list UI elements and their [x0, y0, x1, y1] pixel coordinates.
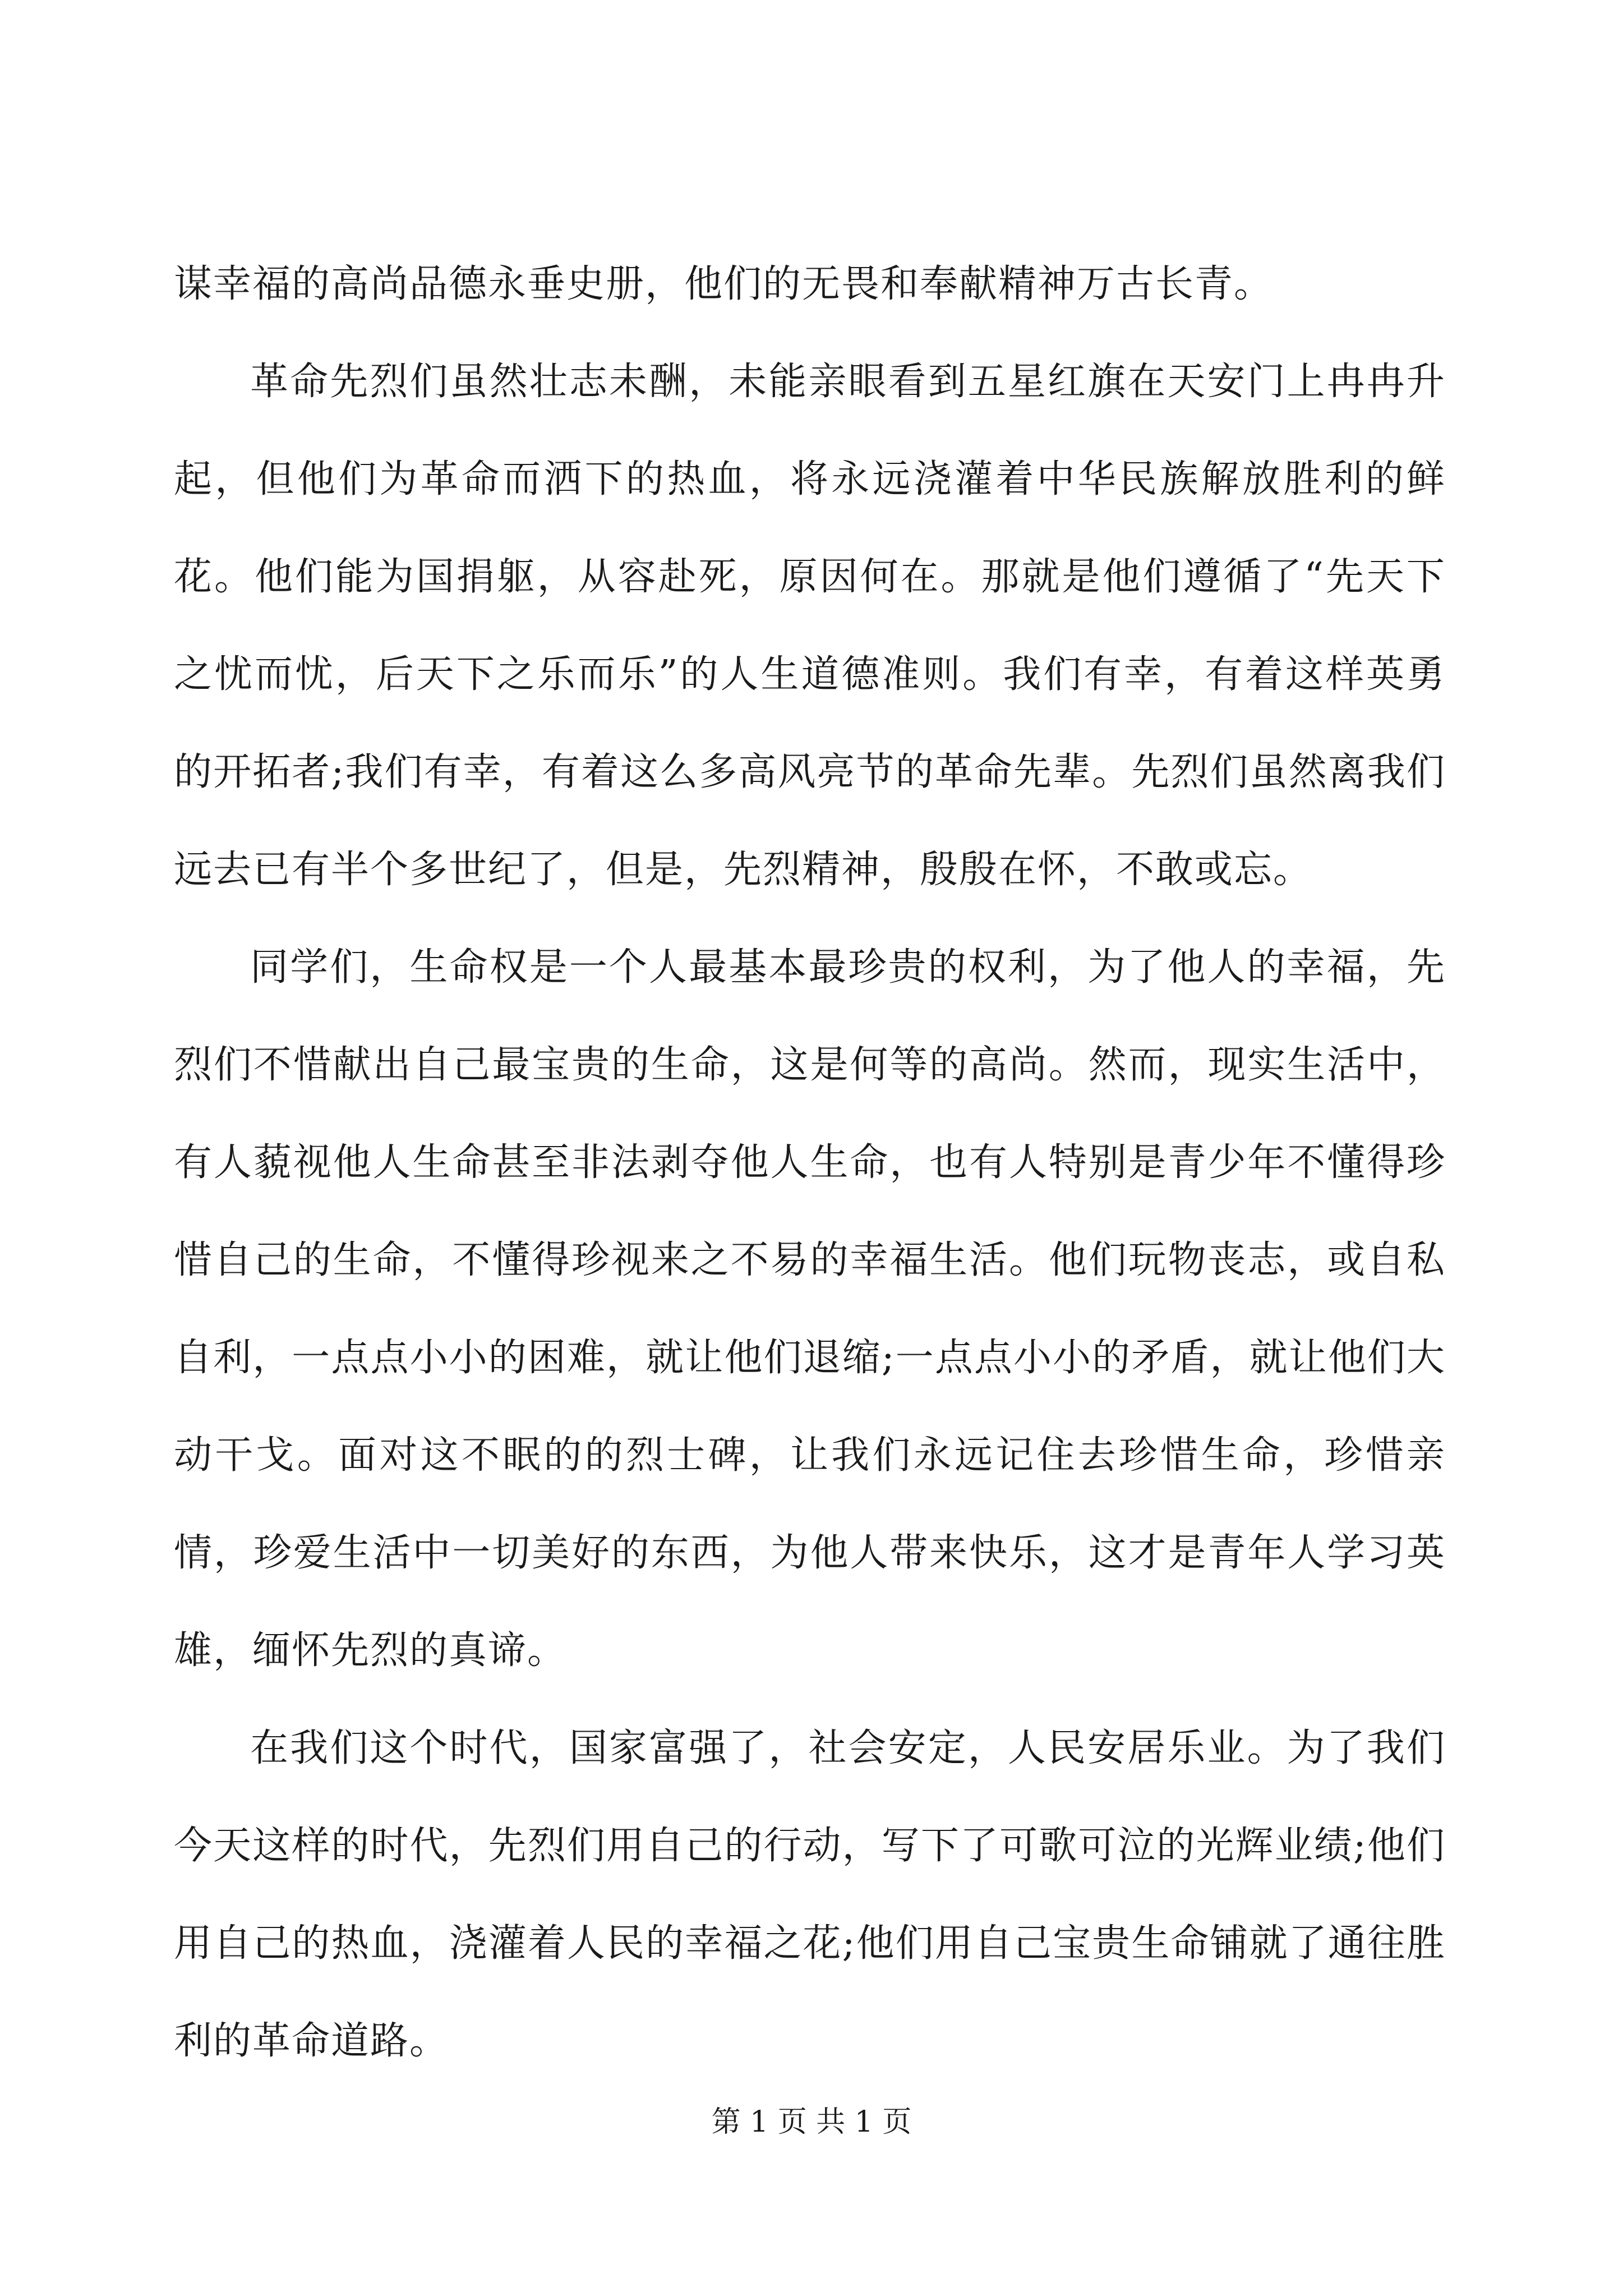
document-body	[174, 236, 1446, 2090]
paragraph-continuation: 谋幸福的高尚品德永垂史册，他们的无畏和奉献精神万古长青。	[174, 262, 1274, 306]
paragraph: 同学们，生命权是一个人最基本最珍贵的权利，为了他人的幸福，先烈们不惜献出自己最宝贵的生命，这是何等的高尚。然而，现实生活中，有人藐视他人生命甚至非法剥夺他人生命，也有人特别是青少年不懂得珍惜自己的生命，不懂得珍视来之不易的幸福生活。他们玩物丧志，或自私自利，一点点小小的困难，就让他们退缩;一点点小小的矛盾，就让他们大动干戈。面对这不眠的的烈士碑，让我们永远记住去珍惜生命，珍惜亲情，珍爱生活中一切美好的东西，为他人带来快乐，这才是青年人学习英雄，缅怀先烈的真谛。	[174, 945, 1446, 1673]
paragraph: 在我们这个时代，国家富强了，社会安定，人民安居乐业。为了我们今天这样的时代，先烈们用自己的行动，写下了可歌可泣的光辉业绩;他们用自己的热血，浇灌着人民的幸福之花;他们用自己宝贵生命铺就了通往胜利的革命道路。	[174, 1726, 1446, 2063]
page-number-footer: 第 1 页 共 1 页	[711, 2105, 912, 2139]
paragraph: 革命先烈们虽然壮志未酬，未能亲眼看到五星红旗在天安门上冉冉升起，但他们为革命而洒下的热血，将永远浇灌着中华民族解放胜利的鲜花。他们能为国捐躯，从容赴死，原因何在。那就是他们遵循了“先天下之忧而忧，后天下之乐而乐”的人生道德准则。我们有幸，有着这样英勇的开拓者;我们有幸，有着这么多高风亮节的革命先辈。先烈们虽然离我们远去已有半个多世纪了，但是，先烈精神，殷殷在怀，不敢或忘。	[174, 360, 1446, 892]
